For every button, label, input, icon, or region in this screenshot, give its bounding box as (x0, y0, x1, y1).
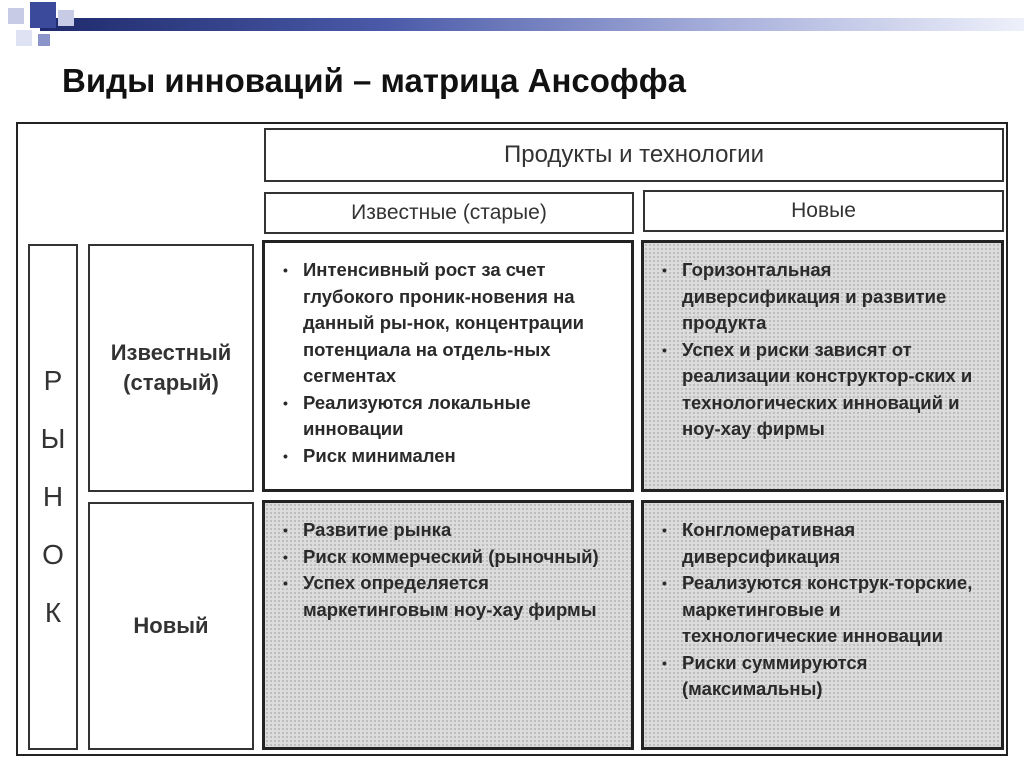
deco-square (58, 10, 74, 26)
cell-known-market-known-product (262, 240, 634, 492)
list-item: • Реализуются локальные инновации (283, 391, 531, 439)
top-decoration-bar (0, 0, 1024, 48)
row-label-new-line1: Новый (133, 613, 209, 638)
cell-known-market-new-product (641, 240, 1004, 492)
list-item: • Риск коммерческий (рыночный) (281, 544, 621, 571)
bullet-icon: • (662, 262, 667, 278)
deco-square (16, 30, 32, 46)
list-item: • Развитие рынка (281, 517, 621, 544)
market-letter: Р (43, 365, 63, 396)
list-item: • Риск минимален (281, 443, 621, 470)
deco-square (30, 2, 56, 28)
cell-new-market-known-product (262, 500, 634, 750)
market-letter: К (44, 597, 62, 628)
column-header-new-label: Новые (791, 199, 856, 222)
column-header-new (643, 190, 1004, 232)
slide-title: Виды инноваций – матрица Ансоффа (62, 62, 687, 99)
bullet-icon: • (283, 522, 288, 538)
column-header-known (264, 192, 634, 234)
row-label-known-line1: Известный (110, 340, 232, 365)
bullet-icon: • (283, 447, 288, 464)
market-letter: Ы (40, 423, 66, 454)
deco-square (38, 34, 50, 46)
list-item: • Горизонтальная диверсификация и развитие продукта (662, 259, 947, 333)
row-label-known-line2: (старый) (123, 370, 219, 395)
list-item: • Риски суммируются (максимальны) (662, 651, 868, 699)
cell-new-market-new-product (641, 500, 1004, 750)
column-header-known-label: Известные (старые) (351, 201, 547, 224)
bullet-icon: • (283, 394, 288, 411)
list-item: • Успех и риски зависят от реализации конструктор-ских и технологических инноваций и ноу-хау фирмы (662, 338, 973, 439)
bullet-icon: • (283, 548, 288, 565)
market-letter: Н (42, 481, 64, 512)
bullet-icon: • (662, 654, 667, 671)
market-vertical-label (28, 244, 78, 750)
bullet-icon: • (662, 575, 667, 591)
list-item: • Интенсивный рост за счет глубокого проник-новения на данный ры-нок, концентрации потенциала на отдель-ных сегментах (283, 259, 585, 386)
bullet-icon: • (283, 262, 288, 278)
products-header (264, 128, 1004, 182)
products-header-label: Продукты и технологии (504, 141, 764, 168)
list-item: • Конгломеративная диверсификация (662, 519, 856, 567)
list-item: • Реализуются конструк-торские, маркетинговые и технологические инновации (662, 572, 973, 646)
gradient-stripe (40, 18, 1024, 31)
bullet-icon: • (662, 522, 667, 538)
market-letter: О (42, 539, 64, 570)
bullet-icon: • (283, 575, 288, 591)
deco-square (8, 8, 24, 24)
row-label-new-market (88, 502, 254, 750)
list-item: • Успех определяется маркетинговым ноу-хау фирмы (283, 572, 597, 620)
row-label-known-market (88, 244, 254, 492)
bullet-icon: • (662, 341, 667, 358)
